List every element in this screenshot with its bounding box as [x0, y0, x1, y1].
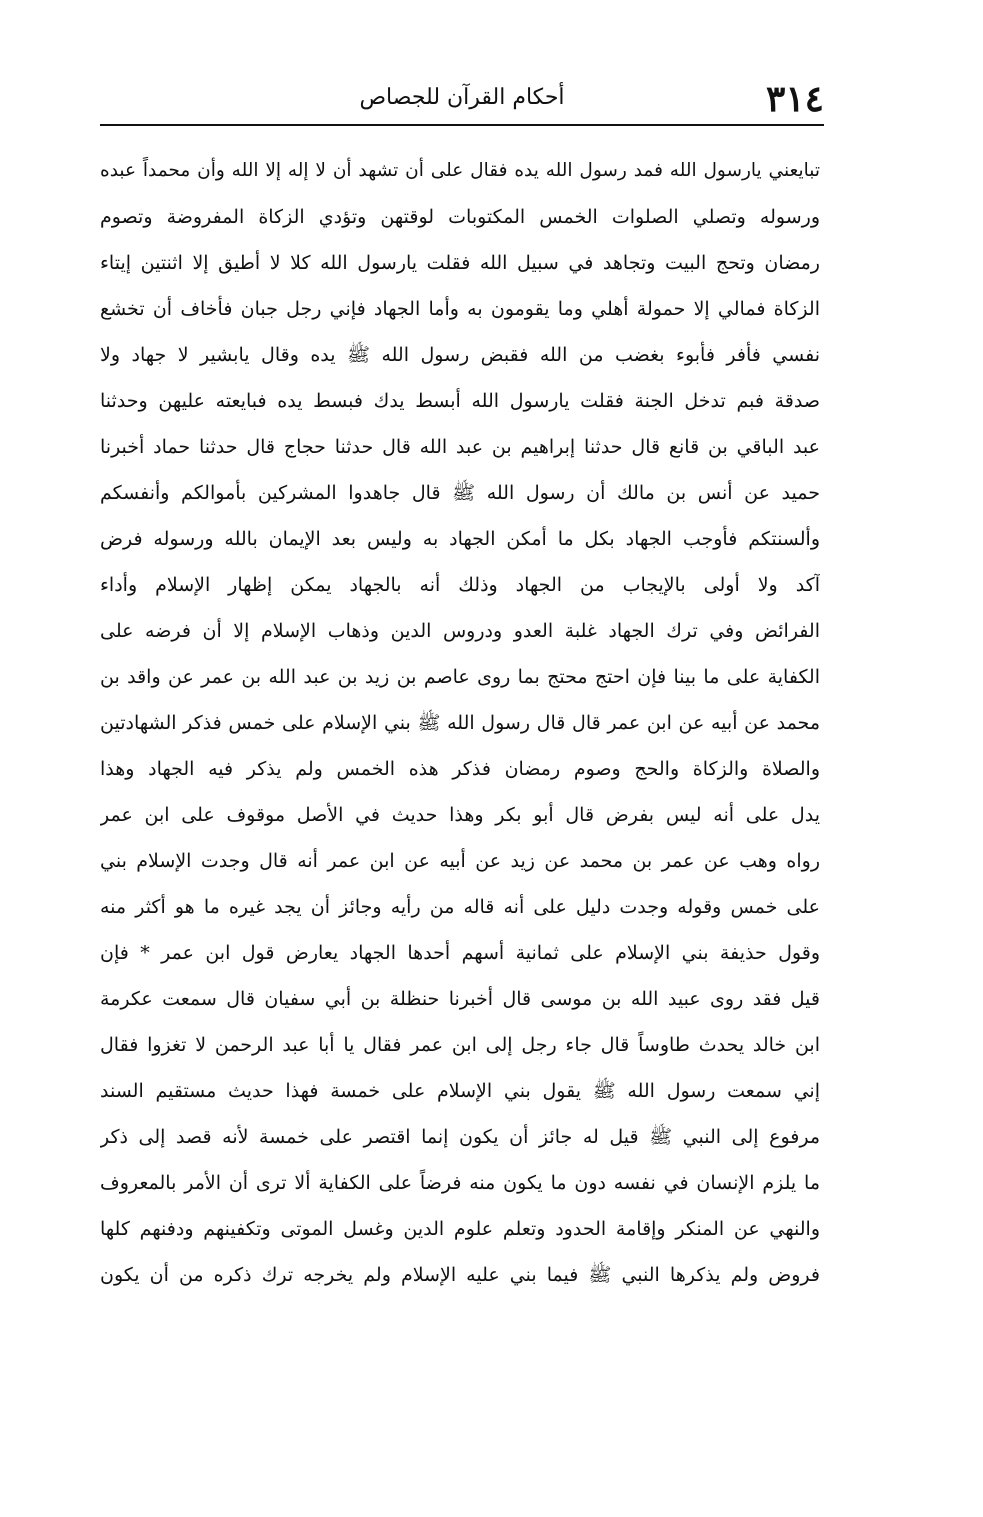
text-line: مرفوع إلى النبي ﷺ قيل له جائز أن يكون إنما اقتصر على خمسة لأنه قصد إلى ذكر [100, 1126, 820, 1148]
header-rule [100, 124, 824, 126]
book-title: أحكام القرآن للجصاص [359, 85, 565, 110]
text-line: والنهي عن المنكر وإقامة الحدود وتعلم علوم الدين وغسل الموتى وتكفينهم ودفنهم كلها [100, 1218, 820, 1240]
text-line: ابن خالد يحدث طاوساً قال جاء رجل إلى ابن عمر فقال يا أبا عبد الرحمن لا تغزوا فقال [100, 1034, 820, 1056]
text-line: ما يلزم الإنسان في نفسه دون ما يكون منه فرضاً على الكفاية ألا ترى أن الأمر بالمعروف [100, 1172, 820, 1194]
text-line: الكفاية على ما بينا فإن احتج محتج بما روى عاصم بن زيد بن عبد الله بن عمر عن واقد بن [100, 666, 820, 688]
text-line: يدل على أنه ليس بفرض قال أبو بكر وهذا حديث في الأصل موقوف على ابن عمر [100, 804, 820, 826]
text-line: إني سمعت رسول الله ﷺ يقول بني الإسلام على خمسة فهذا حديث مستقيم السند [100, 1080, 820, 1102]
text-line: آكد ولا أولى بالإيجاب من الجهاد وذلك أنه بالجهاد يمكن إظهار الإسلام وأداء [100, 574, 820, 596]
text-line: تبايعني يارسول الله فمد رسول الله يده فقال على أن تشهد أن لا إله إلا الله وأن محمداً عبده [100, 160, 820, 181]
text-line: الفرائض وفي ترك الجهاد غلبة العدو ودروس الدين وذهاب الإسلام إلا أن فرضه على [100, 620, 820, 642]
text-line: الزكاة فمالي إلا حمولة أهلي وما يقومون به وأما الجهاد فإني رجل جبان فأخاف أن تخشع [100, 298, 820, 320]
text-line: ورسوله وتصلي الصلوات الخمس المكتوبات لوقتهن وتؤدي الزكاة المفروضة وتصوم [100, 206, 820, 228]
text-line: محمد عن أبيه عن ابن عمر قال قال رسول الله ﷺ بني الإسلام على خمس فذكر الشهادتين [100, 712, 820, 734]
text-line: حميد عن أنس بن مالك أن رسول الله ﷺ قال جاهدوا المشركين بأموالكم وأنفسكم [100, 482, 820, 504]
text-line: فروض ولم يذكرها النبي ﷺ فيما بني عليه الإسلام ولم يخرجه ترك ذكره من أن يكون [100, 1264, 820, 1286]
page-number: ٣١٤ [765, 78, 824, 120]
body-text [100, 148, 820, 1298]
text-line: على خمس وقوله وجدت دليل على أنه قاله من رأيه وجائز أن يجد غيره ما هو أكثر منه [100, 896, 820, 918]
text-line: صدقة فبم تدخل الجنة فقلت يارسول الله أبسط يدك فبسط يده فبايعته عليهن وحدثنا [100, 390, 820, 412]
running-head [100, 76, 824, 122]
text-line: وألسنتكم فأوجب الجهاد بكل ما أمكن الجهاد به وليس بعد الإيمان بالله ورسوله فرض [100, 528, 820, 550]
text-line: والصلاة والزكاة والحج وصوم رمضان فذكر هذه الخمس ولم يذكر فيه الجهاد وهذا [100, 758, 820, 780]
text-line: قيل فقد روى عبيد الله بن موسى قال أخبرنا حنظلة بن أبي سفيان قال سمعت عكرمة [100, 988, 820, 1010]
text-line: رواه وهب عن عمر بن محمد عن زيد عن أبيه عن ابن عمر أنه قال وجدت الإسلام بني [100, 850, 820, 872]
text-line: وقول حذيفة بني الإسلام على ثمانية أسهم أحدها الجهاد يعارض قول ابن عمر * فإن [100, 942, 820, 964]
text-line: رمضان وتحج البيت وتجاهد في سبيل الله فقلت يارسول الله كلا لا أطيق إلا اثنتين إيتاء [100, 252, 820, 274]
text-line: نفسي فأفر فأبوء بغضب من الله فقبض رسول الله ﷺ يده وقال يابشير لا جهاد ولا [100, 344, 820, 366]
text-line: عبد الباقي بن قانع قال حدثنا إبراهيم بن عبد الله قال حدثنا حجاج قال حدثنا حماد أخبرنا [100, 436, 820, 458]
